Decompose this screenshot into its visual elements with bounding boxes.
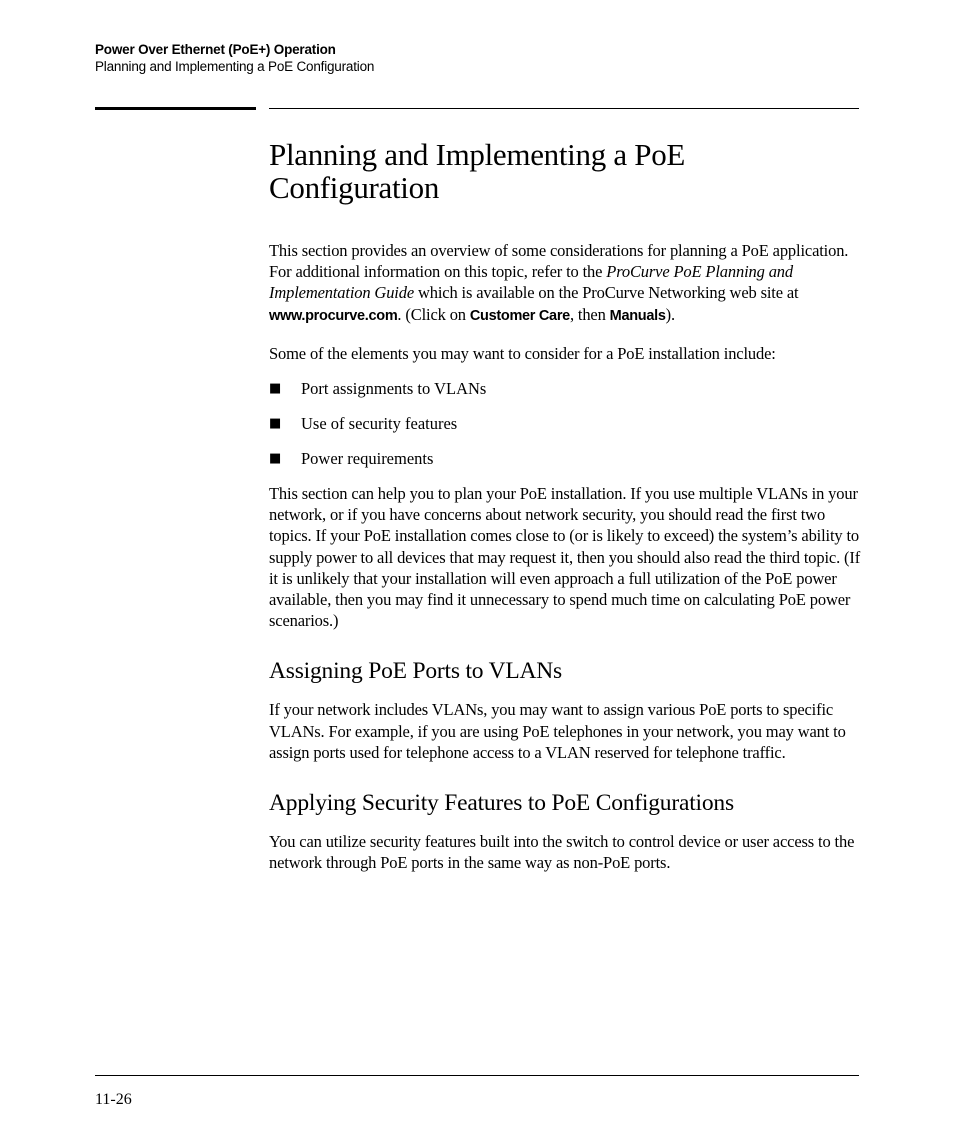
intro-text-1: This section provides an overview of some considerations for planning a PoE application. For additional information on this topic, refer to the — [269, 241, 849, 282]
list-item — [269, 448, 861, 469]
intro-text-2: which is available on the ProCurve Networking web site at — [414, 283, 799, 303]
manuals-label: Manuals — [609, 307, 666, 324]
list-item — [269, 413, 861, 434]
header-rule-thin — [269, 108, 859, 109]
planning-help-paragraph: This section can help you to plan your PoE installation. If you use multiple VLANs in your network, or if you have concerns about network security, you should read the first two topics. If your PoE installation comes close to (or is likely to exceed) the system’s ability to supply power to all devices that may request it, then you should also read the third topic. (If it is unlikely that your installation will even approach a full utilization of the PoE power available, then you may find it unnecessary to spend much time on calculating PoE power scenarios.) — [269, 484, 861, 631]
main-content — [269, 138, 861, 873]
website-url: www.procurve.com — [269, 307, 398, 324]
guide-title: ProCurve PoE Planning and Implementation Guide — [269, 262, 794, 303]
intro-paragraph — [269, 240, 861, 327]
elements-intro-paragraph: Some of the elements you may want to consider for a PoE installation include: — [269, 343, 776, 363]
list-item-label: Use of security features — [301, 414, 458, 434]
list-item-label: Port assignments to VLANs — [301, 379, 487, 399]
section-heading-vlans: Assigning PoE Ports to VLANs — [269, 658, 562, 685]
list-item — [269, 378, 861, 399]
running-header-chapter: Power Over Ethernet (PoE+) Operation — [95, 42, 336, 57]
section-heading-security: Applying Security Features to PoE Configurations — [269, 790, 734, 817]
header-rule-thick — [95, 107, 256, 110]
page-number: 11-26 — [95, 1091, 132, 1108]
page-title: Planning and Implementing a PoE Configuration — [269, 137, 686, 205]
intro-text-5: ). — [665, 304, 675, 324]
footer-rule — [95, 1075, 859, 1076]
security-paragraph: You can utilize security features built into the switch to control device or user access to the network through PoE ports in the same way as non-PoE ports. — [269, 832, 855, 873]
list-item-label: Power requirements — [301, 449, 434, 469]
considerations-list — [269, 378, 861, 469]
intro-text-3: . (Click on — [397, 304, 470, 324]
square-bullet-icon: ■ — [269, 451, 282, 467]
intro-text-4: , then — [569, 304, 610, 324]
customer-care-label: Customer Care — [469, 307, 570, 324]
square-bullet-icon: ■ — [269, 381, 282, 397]
square-bullet-icon: ■ — [269, 416, 282, 432]
vlans-paragraph: If your network includes VLANs, you may want to assign various PoE ports to specific VLANs. For example, if you are using PoE telephones in your network, you may want to assign ports used for telephone access to a VLAN reserved for telephone traffic. — [269, 700, 846, 762]
running-header-section: Planning and Implementing a PoE Configuration — [95, 59, 375, 74]
